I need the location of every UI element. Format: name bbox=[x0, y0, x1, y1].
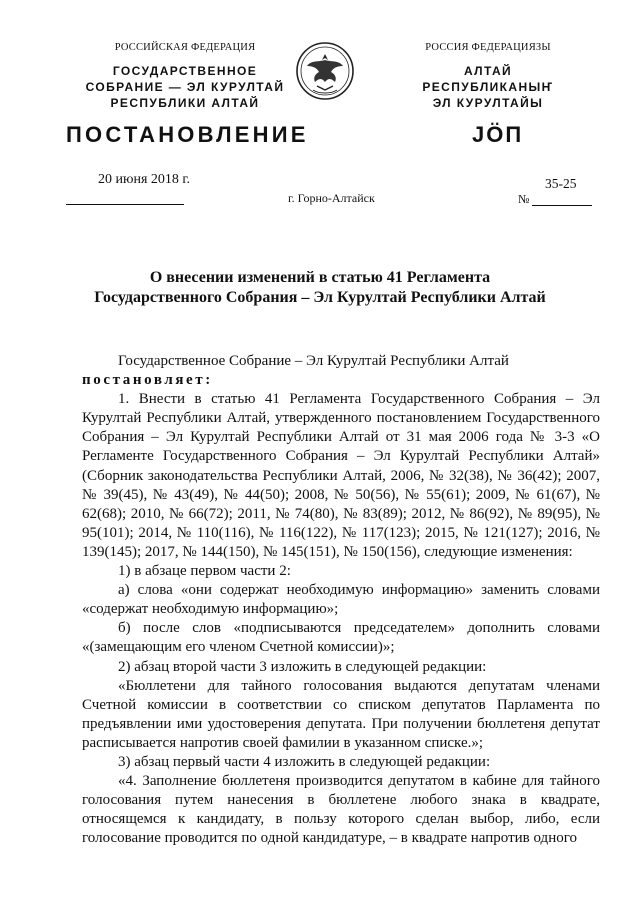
header-right bbox=[398, 42, 578, 111]
document-title bbox=[60, 268, 580, 308]
document-number: 35-25 bbox=[545, 176, 577, 191]
title-line1: О внесении изменений в статью 41 Регламента bbox=[149, 269, 491, 286]
resolves-word: постановляет: bbox=[82, 372, 213, 389]
number-underline bbox=[532, 205, 592, 206]
title-line2: Государственного Собрания – Эл Курултай Республики Алтай bbox=[94, 289, 546, 306]
right-country: РОССИЯ ФЕДЕРАЦИЯЗЫ bbox=[425, 42, 551, 53]
document-date: 20 июня 2018 г. bbox=[98, 172, 191, 187]
left-org-line3: РЕСПУБЛИКИ АЛТАЙ bbox=[110, 96, 260, 110]
left-country: РОССИЙСКАЯ ФЕДЕРАЦИЯ bbox=[114, 42, 256, 53]
date-underline bbox=[66, 204, 184, 205]
paragraph-2: 1) в абзаце первом части 2: bbox=[118, 563, 291, 580]
document-type-title-altai: JӦП bbox=[472, 122, 524, 147]
paragraph-3: а) слова «они содержат необходимую информацию» заменить словами «содержат необходимую информацию»; bbox=[82, 582, 600, 618]
left-org-line1: ГОСУДАРСТВЕННОЕ bbox=[112, 64, 258, 78]
left-org-line2: СОБРАНИЕ — ЭЛ КУРУЛТАЙ bbox=[85, 80, 285, 94]
paragraph-7: 3) абзац первый части 4 изложить в следующей редакции: bbox=[118, 753, 491, 770]
paragraph-4: б) после слов «подписываются председателем» дополнить словами «(замещающим его членом Счетной комиссии)»; bbox=[82, 620, 600, 656]
left-organization bbox=[70, 63, 300, 111]
right-org-line2: ЭЛ КУРУЛТАЙЫ bbox=[432, 96, 544, 110]
right-org-line1: АЛТАЙ РЕСПУБЛИКАНЫҤ bbox=[422, 64, 554, 94]
number-label: № bbox=[518, 192, 530, 206]
document-body bbox=[82, 352, 600, 848]
paragraph-8: «4. Заполнение бюллетеня производится депутатом в кабине для тайного голосования путем нанесения в бюллетене любого знака в квадрате, относящемся к кандидату, в пользу которого сделан выбор, либо, если голосование проводится по одной кандидатуре, – в квадрате напротив одного bbox=[82, 773, 600, 847]
document-type-title: ПОСТАНОВЛЕНИЕ bbox=[66, 122, 309, 147]
document-city: г. Горно-Алтайск bbox=[288, 191, 375, 205]
paragraph-6: «Бюллетени для тайного голосования выдаются депутатам членами Счетной комиссии в соответствии со списком депутатов Парламента по предъявлении ими удостоверения депутата. При получении бюллетеня депутат расписывается напротив своей фамилии в указанном списке.»; bbox=[82, 677, 600, 751]
coat-of-arms-icon bbox=[295, 38, 355, 104]
paragraph-1: 1. Внести в статью 41 Регламента Государственного Собрания – Эл Курултай Республики Алтай, утвержденного постановлением Государственного Собрания – Эл Курултай Республики Алтай от 31 мая 2006 года № 3-3 «О Регламенте Государственного Собрания – Эл Курултай Республики Алтай» (Сборник законодательства Республики Алтай, 2006, № 32(38), № 36(42); 2007, № 39(45), № 43(49), № 44(50); 2008, № 50(56), № 55(61); 2009, № 61(67), № 62(68); 2010, № 66(72); 2011, № 74(80), № 83(89); 2012, № 86(92), № 89(95), № 95(101); 2014, № 110(116), № 116(122), № 117(123); 2015, № 121(127); 2016, № 139(145); 2017, № 144(150), № 145(151), № 150(156), следующие изменения: bbox=[82, 391, 600, 560]
right-organization bbox=[398, 63, 578, 111]
intro-text: Государственное Собрание – Эл Курултай Республики Алтай bbox=[118, 353, 509, 369]
paragraph-5: 2) абзац второй части 3 изложить в следующей редакции: bbox=[118, 658, 487, 675]
header-left bbox=[70, 42, 300, 111]
intro-paragraph bbox=[82, 352, 600, 371]
